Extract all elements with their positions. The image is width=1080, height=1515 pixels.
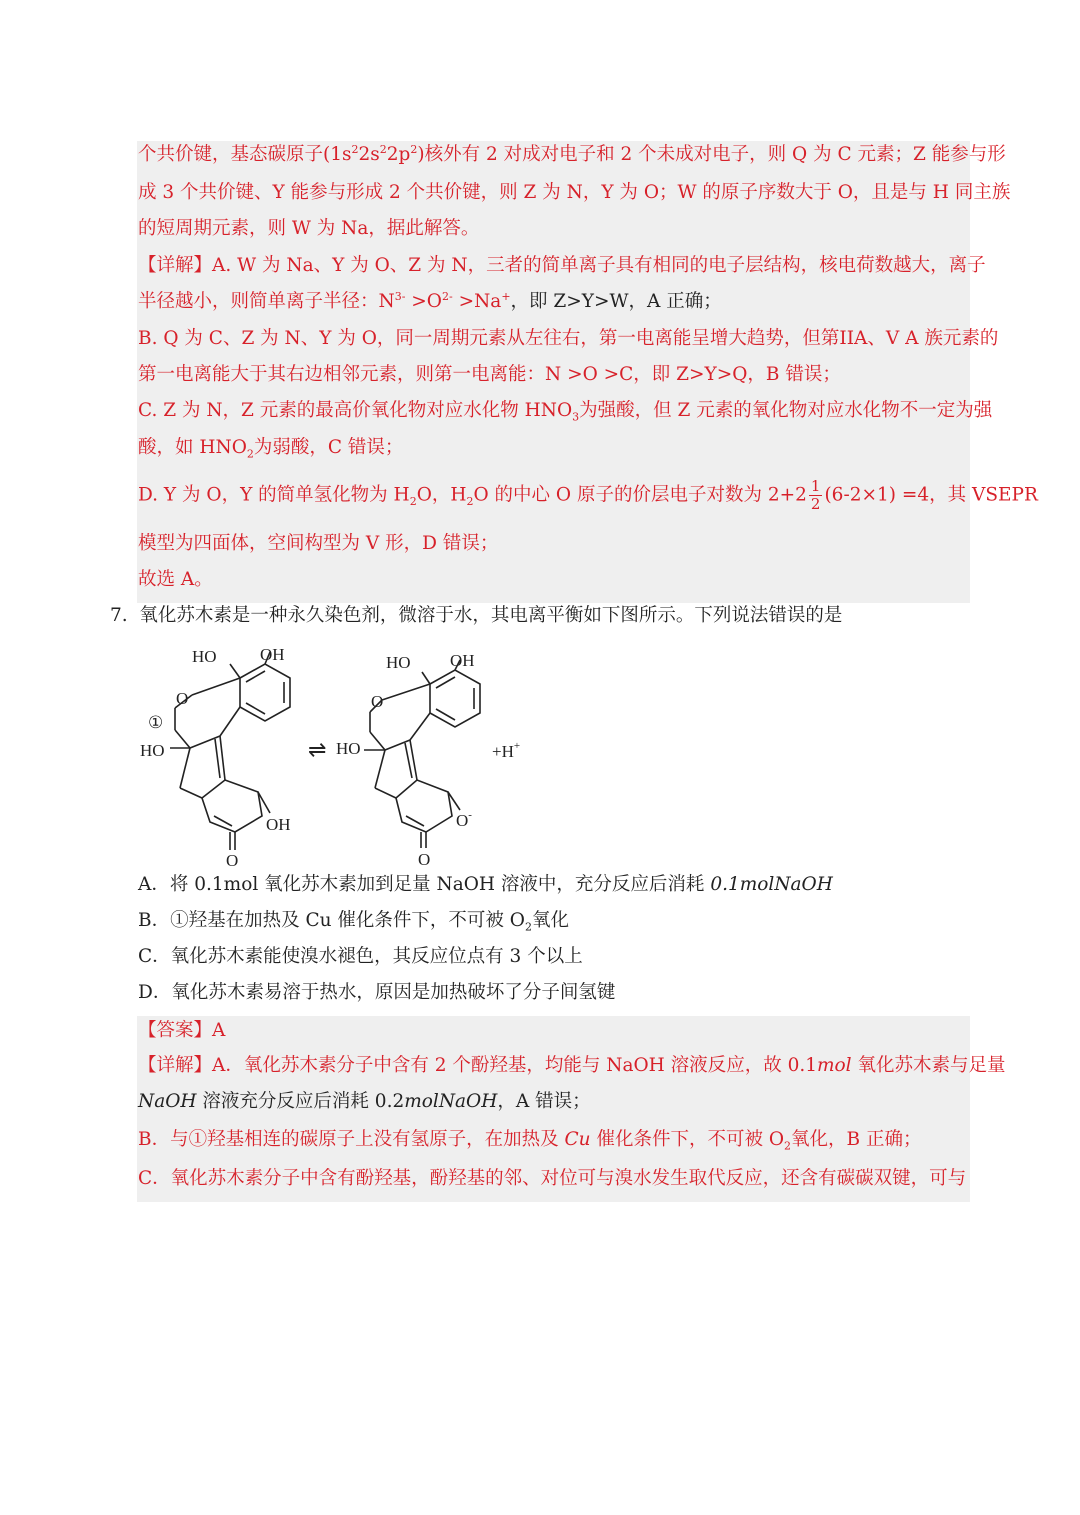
detail-line-2: 半径越小，则简单离子半径：$N^{3-} >O^{2-} >Na^+$，即 Z>Y>W，A 正确； <box>138 289 722 312</box>
answer-line <box>138 1018 225 1044</box>
answer-detail-a2: NaOH 溶液充分反应后消耗 0.2molNaOH，A 错误； <box>138 1091 591 1112</box>
detail-line-5: C. Z 为 N，Z 元素的最高价氧化物对应水化物 $HNO_3$为强酸，但 Z 元素的氧化物对应水化物不一定为强 <box>138 400 993 424</box>
answer-detail-c: C．氧化苏木素分子中含有酚羟基，酚羟基的邻、对位可与溴水发生取代反应，还含有碳碳双键，可与 <box>138 1168 967 1189</box>
analysis-line-2: 成 3 个共价键、Y 能参与形成 2 个共价键，则 Z 为 N，Y 为 O；W 的原子序数大于 O，且是与 H 同主族 <box>138 182 1011 203</box>
option-b: B．①羟基在加热及 Cu 催化条件下，不可被 $O_2$氧化 <box>138 910 569 934</box>
detail-line-4: 第一电离能大于其右边相邻元素，则第一电离能：N >O >C，即 Z>Y>Q，B 错误； <box>138 364 841 385</box>
label-o-ketone-2: O <box>418 850 431 869</box>
answer-detail-b: B．与①羟基相连的碳原子上没有氢原子，在加热及 Cu 催化条件下，不可被 $O_2$氧化，B 正确； <box>138 1129 922 1153</box>
equilibrium-arrow: ⇌ <box>308 737 327 762</box>
label-oh-top-2: OH <box>450 651 475 670</box>
answer-detail-a1: 【详解】A．氧化苏木素分子中含有 2 个酚羟基，均能与 NaOH 溶液反应，故 0.1mol 氧化苏木素与足量 <box>138 1055 1006 1076</box>
detail-line-3: B. Q 为 C、Z 为 N、Y 为 O，同一周期元素从左往右，第一电离能呈增大趋势，但第IIA、V A 族元素的 <box>138 328 999 349</box>
label-ho-top: HO <box>192 647 217 666</box>
label-o-ring-2: O <box>371 692 384 711</box>
option-c: C．氧化苏木素能使溴水褪色，其反应位点有 3 个以上 <box>138 946 583 967</box>
option-d: D．氧化苏木素易溶于热水，原因是加热破坏了分子间氢键 <box>138 982 616 1003</box>
option-a: A．将 0.1mol 氧化苏木素加到足量 NaOH 溶液中，充分反应后消耗 0.1molNaOH <box>138 874 833 895</box>
label-o-ketone: O <box>226 851 239 870</box>
answer-value: A <box>212 1020 226 1041</box>
detail-line-8: 模型为四面体，空间构型为 V 形，D 错误； <box>138 533 499 554</box>
structure-diagram <box>130 640 550 870</box>
detail-tag: 【详解】 <box>138 255 213 276</box>
analysis-line-1: 个共价键，基态碳原子$(1s^22s^22p^2)$核外有 2 对成对电子和 2 个未成对电子，则 Q 为 C 元素；Z 能参与形 <box>138 142 1006 165</box>
fraction-half: $\frac{1}{2}$ <box>810 477 821 513</box>
detail-line-9: 故选 A。 <box>138 569 213 590</box>
label-o-ring: O <box>176 689 189 708</box>
answer-tag: 【答案】 <box>138 1020 213 1041</box>
label-oh-top: OH <box>260 645 285 664</box>
answer-detail-tag: 【详解】 <box>138 1055 213 1076</box>
label-ho-mid-2: HO <box>336 739 361 758</box>
label-o-minus: O- <box>456 809 472 830</box>
detail-line-1: 【详解】A. W 为 Na、Y 为 O、Z 为 N，三者的简单离子具有相同的电子层结构，核电荷数越大，离子 <box>138 255 986 276</box>
detail-line-6: 酸，如 $HNO_2$为弱酸，C 错误； <box>138 437 404 461</box>
question-7-stem: 7. 氧化苏木素是一种永久染色剂，微溶于水，其电离平衡如下图所示。下列说法错误的是 <box>110 605 843 626</box>
label-proton: +H+ <box>492 740 521 761</box>
label-circle-one: ① <box>148 713 164 732</box>
label-ho-top-2: HO <box>386 653 411 672</box>
detail-line-7: D. Y 为 O，Y 的简单氢化物为 $H_2O$，$H_2O$ 的中心 O 原子的价层电子对数为 2+2 $\frac{1}{2}$ (6-2×1) =4，其 VSEPR <box>138 477 1038 513</box>
label-oh-bottom: OH <box>266 815 291 834</box>
analysis-line-3: 的短周期元素，则 W 为 Na，据此解答。 <box>138 218 480 239</box>
label-ho-mid: HO <box>140 741 165 760</box>
